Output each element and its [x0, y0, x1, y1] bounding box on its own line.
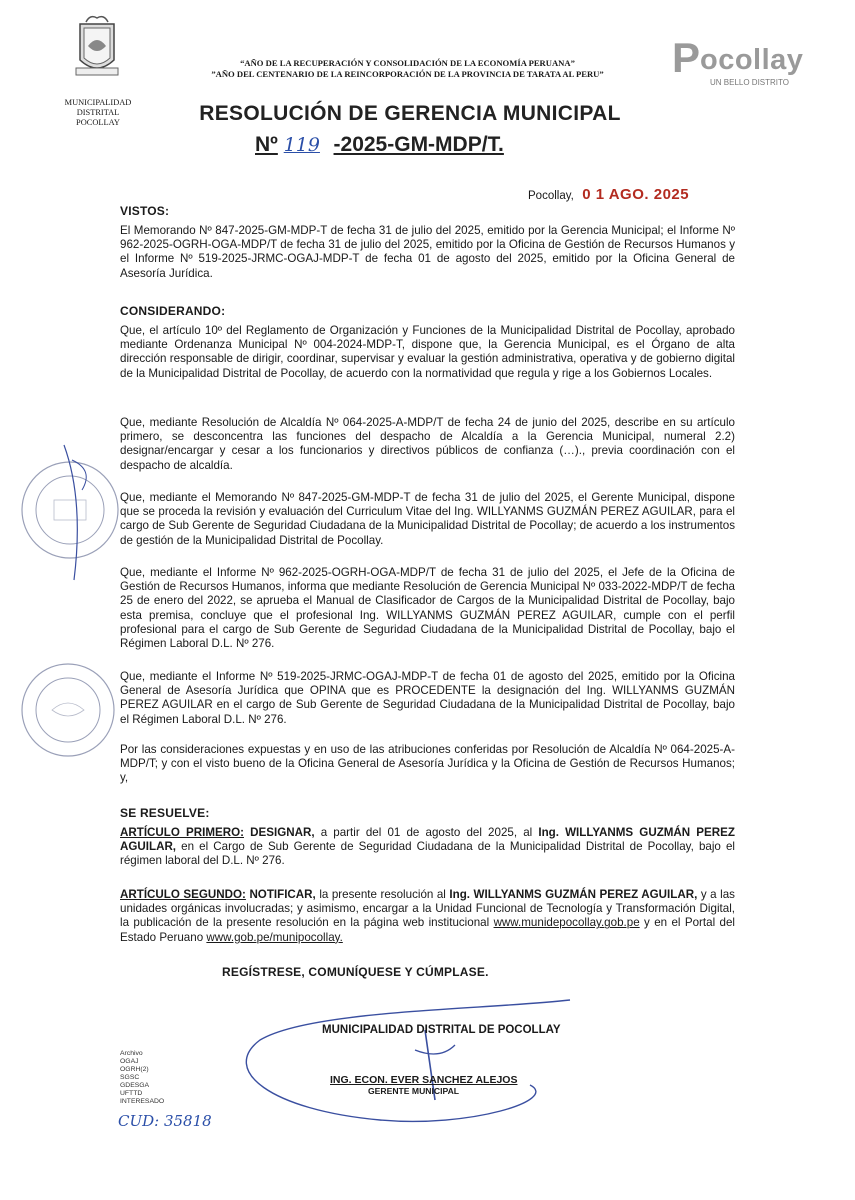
closing-line: REGÍSTRESE, COMUNÍQUESE Y CÚMPLASE.: [222, 965, 489, 979]
year-motto-line2: ”AÑO DEL CENTENARIO DE LA REINCORPORACIÓN DE LA PROVINCIA DE TARATA AL PERU”: [211, 69, 604, 79]
article-segundo: [120, 888, 735, 945]
muni-name-line: DISTRITAL: [76, 108, 120, 117]
muni-name-line: MUNICIPALIDAD: [64, 98, 132, 107]
article-segundo-label: ARTÍCULO SEGUNDO:: [120, 888, 246, 901]
portal-link[interactable]: www.gob.pe/munipocollay.: [206, 930, 343, 944]
date-stamp: 0 1 AGO. 2025: [582, 186, 690, 203]
resuelve-heading: SE RESUELVE:: [120, 806, 210, 820]
year-motto: [160, 58, 655, 80]
article-primero-text1: a partir del 01 de agosto del 2025, al: [320, 826, 533, 839]
distribution-item: INTERESADO: [120, 1098, 165, 1105]
considerando-p3: Que, mediante el Memorando Nº 847-2025-GM-MDP-T de fecha 31 de julio del 2025, el Gerente Municipal, dispone que se proceda la revisión y evaluación del Curriculum Vitae del Ing. WILLYANMS GUZMÁN PEREZ AGUILAR, para el cargo de Sub Gerente de Seguridad Ciudadana de la Municipalidad Distrital de Pocollay; de acuerdo a los instrumentos de gestión de la Municipalidad Distrital de Pocollay.: [120, 491, 735, 547]
article-primero-name: Ing. WILLYANMS GUZMÁN PEREZ AGUILAR,: [120, 826, 735, 854]
resolution-number: [255, 133, 585, 157]
website-link[interactable]: www.munidepocollay.gob.pe: [493, 916, 640, 930]
municipal-crest: [72, 12, 122, 78]
logo-wordmark: ocollay: [700, 44, 804, 76]
distribution-item: OGAJ: [120, 1058, 139, 1065]
article-segundo-text1: la presente resolución al: [319, 888, 446, 901]
municipality-name: [58, 98, 138, 128]
number-prefix: Nº: [255, 133, 278, 156]
resolution-title: RESOLUCIÓN DE GERENCIA MUNICIPAL: [199, 102, 621, 125]
logo-p: P: [672, 34, 701, 81]
distribution-item: GDESGA: [120, 1082, 150, 1089]
signature-org: MUNICIPALIDAD DISTRITAL DE POCOLLAY: [322, 1024, 561, 1036]
date-place: Pocollay,: [528, 190, 574, 202]
considerando-p2: Que, mediante Resolución de Alcaldía Nº 064-2025-A-MDP/T de fecha 24 de junio del 2025, describe en su artículo primero, se desconcentra las funciones del despacho de Alcaldía a la Gerencia Municipal, numeral 2.2) designar/encargar y cesar a los funcionarios y directivos públicos de confianza (…)., previa coordinación con el despacho de alcaldía.: [120, 416, 735, 472]
date-line: [528, 186, 708, 204]
considerando-p4: Que, mediante el Informe Nº 962-2025-OGRH-OGA-MDP/T de fecha 31 de julio del 2025, el Jefe de la Oficina de Gestión de Recursos Humanos, informa que mediante Resolución de Gerencia Municipal Nº 033-2022-MDP/T de fecha 25 de enero del 2022, se aprueba el Manual de Clasificador de Cargos de la Municipalidad Distrital de Pocollay, bajo esta premisa, concluye que el profesional Ing. WILLYANMS GUZMÁN PEREZ AGUILAR, cumple con el perfil profesional para el cargo de Sub Gerente de Seguridad Ciudadana de la Municipalidad Distrital de Pocollay, bajo el Régimen Laboral D.L. Nº 276.: [120, 566, 735, 651]
year-motto-line1: “AÑO DE LA RECUPERACIÓN Y CONSOLIDACIÓN DE LA ECONOMÍA PERUANA”: [240, 58, 575, 68]
signature-role: GERENTE MUNICIPAL: [368, 1086, 460, 1096]
cud-handwritten: CUD: 35818: [118, 1112, 212, 1130]
number-suffix: -2025-GM-MDP/T.: [333, 133, 504, 156]
distribution-item: UFTTD: [120, 1090, 143, 1097]
distribution-item: OGRH(2): [120, 1066, 149, 1073]
muni-name-line: POCOLLAY: [76, 118, 120, 127]
seal-stamp-bottom: [18, 660, 118, 760]
article-segundo-text2: y a las unidades orgánicas involucradas; y asimismo, encargar a la Unidad Funcional de Tecnología y Transformación Digital, la publicación de la presente resolución en la página web institucional: [120, 888, 735, 930]
considerando-p1: Que, el artículo 10º del Reglamento de Organización y Funciones de la Municipalidad Distrital de Pocollay, aprobado mediante Ordenanza Municipal Nº 004-2024-MDP-T, dispone que, la Gerencia Municipal, es el Órgano de alta dirección responsable de dirigir, coordinar, supervisar y evaluar la gestión administrativa, operativa y de gobierno digital de la Municipalidad Distrital de Pocollay, de acuerdo con la normatividad que regula y rige a los Gobiernos Locales.: [120, 324, 735, 380]
signature-name: ING. ECON. EVER SANCHEZ ALEJOS: [330, 1074, 518, 1086]
distribution-item: Archivo: [120, 1050, 143, 1057]
considerando-p6: Por las consideraciones expuestas y en uso de las atribuciones conferidas por Resolución de Alcaldía Nº 064-2025-A-MDP/T; y con el visto bueno de la Oficina General de Asesoría Jurídica y la Oficina de Gestión de Recursos Humanos; y,: [120, 743, 735, 785]
considerando-p5: Que, mediante el Informe Nº 519-2025-JRMC-OGAJ-MDP-T de fecha 01 de agosto del 2025, emitido por la Oficina General de Asesoría Jurídica que OPINA que es PROCEDENTE la designación del Ing. WILLYANMS GUZMÁN PEREZ AGUILAR en el cargo de Sub Gerente de Seguridad Ciudadana de la Municipalidad Distrital de Pocollay, bajo el Régimen Laboral D.L. Nº 276.: [120, 670, 735, 726]
article-primero-text2: en el Cargo de Sub Gerente de Seguridad Ciudadana de la Municipalidad Distrital de Pocollay, bajo el régimen laboral del D.L. Nº 276.: [120, 840, 735, 868]
article-primero-label: ARTÍCULO PRIMERO:: [120, 826, 244, 839]
article-segundo-verb: NOTIFICAR,: [249, 888, 316, 901]
number-handwritten: 119: [283, 134, 320, 156]
article-segundo-name: Ing. WILLYANMS GUZMÁN PEREZ AGUILAR,: [449, 888, 698, 901]
pocollay-logo: [668, 36, 818, 94]
distribution-list: [120, 1050, 164, 1106]
visa-scribble: [54, 440, 114, 590]
signature-scribble: [230, 990, 590, 1130]
considerando-heading: CONSIDERANDO:: [120, 304, 226, 318]
article-segundo-text3: y en el Portal del Estado Peruano: [120, 916, 735, 944]
vistos-heading: VISTOS:: [120, 204, 170, 218]
vistos-text: El Memorando Nº 847-2025-GM-MDP-T de fecha 31 de julio del 2025, emitido por la Gerencia Municipal; el Informe Nº 962-2025-OGRH-OGA-MDP/T de fecha 31 de julio del 2025, emitido por la Oficina de Gestión de Recursos Humanos y el Informe Nº 519-2025-JRMC-OGAJ-MDP-T de fecha 01 de agosto del 2025, emitido por la Oficina General de Asesoría Jurídica.: [120, 224, 735, 280]
article-primero-verb: DESIGNAR,: [250, 826, 315, 839]
distribution-item: SGSC: [120, 1074, 140, 1081]
article-primero: [120, 826, 735, 869]
logo-tagline: UN BELLO DISTRITO: [710, 78, 789, 87]
